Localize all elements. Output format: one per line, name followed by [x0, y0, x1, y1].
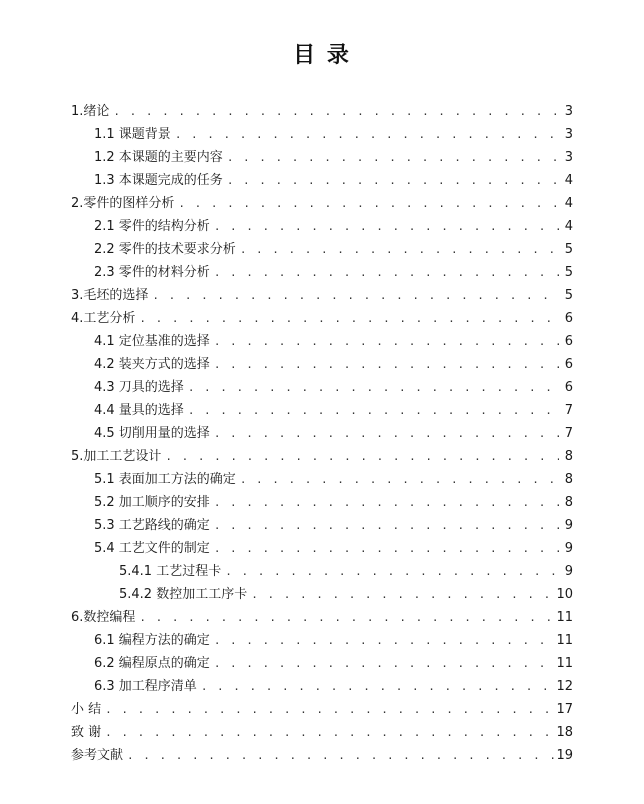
toc-entry-label: 5.4.2 数控加工工序卡	[119, 587, 248, 602]
toc-leader-dots	[240, 243, 559, 257]
toc-entry-page-number: 19	[556, 748, 573, 763]
toc-leader-dots	[214, 220, 559, 234]
toc-entry-page-number: 18	[556, 725, 573, 740]
toc-leader-dots	[214, 335, 559, 349]
toc-entry[interactable]	[71, 625, 573, 648]
toc-entry-label: 4.2 装夹方式的选择	[94, 357, 210, 372]
toc-entry[interactable]	[71, 303, 573, 326]
toc-entry[interactable]	[71, 372, 573, 395]
toc-entry-label: 参考文献	[71, 748, 124, 763]
toc-entry-label: 6.1 编程方法的确定	[94, 633, 210, 648]
toc-entry-label: 1.2 本课题的主要内容	[94, 150, 223, 165]
toc-entry-label: 致 谢	[71, 725, 102, 740]
toc-entry[interactable]	[71, 119, 573, 142]
toc-entry[interactable]	[71, 418, 573, 441]
toc-leader-dots	[139, 312, 559, 326]
toc-leader-dots	[113, 105, 559, 119]
toc-entry[interactable]	[71, 556, 573, 579]
toc-entry[interactable]	[71, 464, 573, 487]
toc-entry-page-number: 5	[564, 265, 573, 280]
toc-entry-page-number: 6	[564, 311, 573, 326]
toc-entry-label: 1.1 课题背景	[94, 127, 171, 142]
toc-entry[interactable]	[71, 349, 573, 372]
toc-leader-dots	[178, 197, 559, 211]
toc-leader-dots	[214, 358, 559, 372]
toc-entry[interactable]	[71, 165, 573, 188]
toc-entry-page-number: 4	[564, 219, 573, 234]
toc-leader-dots	[214, 657, 555, 671]
toc-entry-page-number: 8	[564, 495, 573, 510]
toc-leader-dots	[201, 680, 555, 694]
toc-entry-label: 5.3 工艺路线的确定	[94, 518, 210, 533]
toc-entry-page-number: 8	[564, 472, 573, 487]
toc-entry-page-number: 11	[556, 656, 573, 671]
toc-entry-page-number: 7	[564, 403, 573, 418]
toc-leader-dots	[139, 611, 554, 625]
toc-entry-page-number: 9	[564, 518, 573, 533]
toc-entry[interactable]	[71, 142, 573, 165]
toc-entry-label: 4.1 定位基准的选择	[94, 334, 210, 349]
toc-entry[interactable]	[71, 395, 573, 418]
toc-entry-label: 4.3 刀具的选择	[94, 380, 184, 395]
toc-entry-page-number: 4	[564, 196, 573, 211]
toc-leader-dots	[214, 519, 559, 533]
toc-entry-page-number: 5	[564, 242, 573, 257]
toc-entry-label: 小 结	[71, 702, 102, 717]
toc-entry[interactable]	[71, 579, 573, 602]
toc-entry[interactable]	[71, 602, 573, 625]
toc-entry-label: 4.5 切削用量的选择	[94, 426, 210, 441]
toc-entry-page-number: 6	[564, 334, 573, 349]
toc-entry-label: 3.毛坯的选择	[71, 288, 149, 303]
toc-entry[interactable]	[71, 188, 573, 211]
toc-leader-dots	[188, 404, 559, 418]
toc-entry-page-number: 9	[564, 541, 573, 556]
toc-entry[interactable]	[71, 96, 573, 119]
toc-leader-dots	[214, 427, 559, 441]
toc-entry-page-number: 17	[556, 702, 573, 717]
toc-entry-label: 2.3 零件的材料分析	[94, 265, 210, 280]
toc-entry-label: 1.3 本课题完成的任务	[94, 173, 223, 188]
toc-leader-dots	[105, 726, 554, 740]
toc-entry-label: 6.数控编程	[71, 610, 136, 625]
toc-entry[interactable]	[71, 717, 573, 740]
toc-entry-label: 2.2 零件的技术要求分析	[94, 242, 236, 257]
toc-leader-dots	[227, 151, 559, 165]
toc-entry-page-number: 9	[564, 564, 573, 579]
toc-entry-label: 5.2 加工顺序的安排	[94, 495, 210, 510]
toc-entry[interactable]	[71, 533, 573, 556]
toc-leader-dots	[175, 128, 559, 142]
toc-entry-page-number: 3	[564, 104, 573, 119]
toc-entry-page-number: 4	[564, 173, 573, 188]
toc-entry-label: 5.4.1 工艺过程卡	[119, 564, 222, 579]
toc-entry-page-number: 5	[564, 288, 573, 303]
toc-leader-dots	[225, 565, 559, 579]
toc-entry[interactable]	[71, 441, 573, 464]
toc-entry-page-number: 8	[564, 449, 573, 464]
page-title: 目 录	[293, 43, 351, 68]
toc-leader-dots	[227, 174, 559, 188]
toc-entry-label: 1.绪论	[71, 104, 110, 119]
toc-leader-dots	[165, 450, 559, 464]
toc-entry[interactable]	[71, 510, 573, 533]
toc-entry-page-number: 3	[564, 150, 573, 165]
toc-entry[interactable]	[71, 211, 573, 234]
toc-leader-dots	[214, 266, 559, 280]
toc-entry-label: 4.4 量具的选择	[94, 403, 184, 418]
toc-entry-label: 4.工艺分析	[71, 311, 136, 326]
toc-entry-label: 5.4 工艺文件的制定	[94, 541, 210, 556]
toc-entry-label: 2.1 零件的结构分析	[94, 219, 210, 234]
toc-entry-page-number: 6	[564, 357, 573, 372]
toc-entry-page-number: 11	[556, 610, 573, 625]
toc-leader-dots	[127, 749, 554, 763]
toc-entry[interactable]	[71, 671, 573, 694]
toc-leader-dots	[188, 381, 559, 395]
toc-leader-dots	[105, 703, 554, 717]
toc-entry[interactable]	[71, 257, 573, 280]
toc-leader-dots	[240, 473, 559, 487]
toc-entry[interactable]	[71, 648, 573, 671]
toc-leader-dots	[251, 588, 554, 602]
toc-leader-dots	[214, 542, 559, 556]
toc-entry[interactable]	[71, 487, 573, 510]
toc-entry-label: 2.零件的图样分析	[71, 196, 175, 211]
toc-entry[interactable]	[71, 234, 573, 257]
toc-entry-label: 5.1 表面加工方法的确定	[94, 472, 236, 487]
toc-entry[interactable]	[71, 280, 573, 303]
toc-entry-page-number: 3	[564, 127, 573, 142]
toc-entry-page-number: 7	[564, 426, 573, 441]
toc-entry[interactable]	[71, 326, 573, 349]
toc-leader-dots	[214, 496, 559, 510]
toc-leader-dots	[214, 634, 555, 648]
toc-entry-label: 6.3 加工程序清单	[94, 679, 197, 694]
toc-entry-page-number: 6	[564, 380, 573, 395]
toc-entry-page-number: 12	[556, 679, 573, 694]
toc-entry-page-number: 11	[556, 633, 573, 648]
table-of-contents	[71, 96, 573, 763]
toc-entry-page-number: 10	[556, 587, 573, 602]
toc-entry-label: 5.加工工艺设计	[71, 449, 162, 464]
toc-entry[interactable]	[71, 740, 573, 763]
toc-leader-dots	[152, 289, 559, 303]
toc-entry-label: 6.2 编程原点的确定	[94, 656, 210, 671]
toc-entry[interactable]	[71, 694, 573, 717]
